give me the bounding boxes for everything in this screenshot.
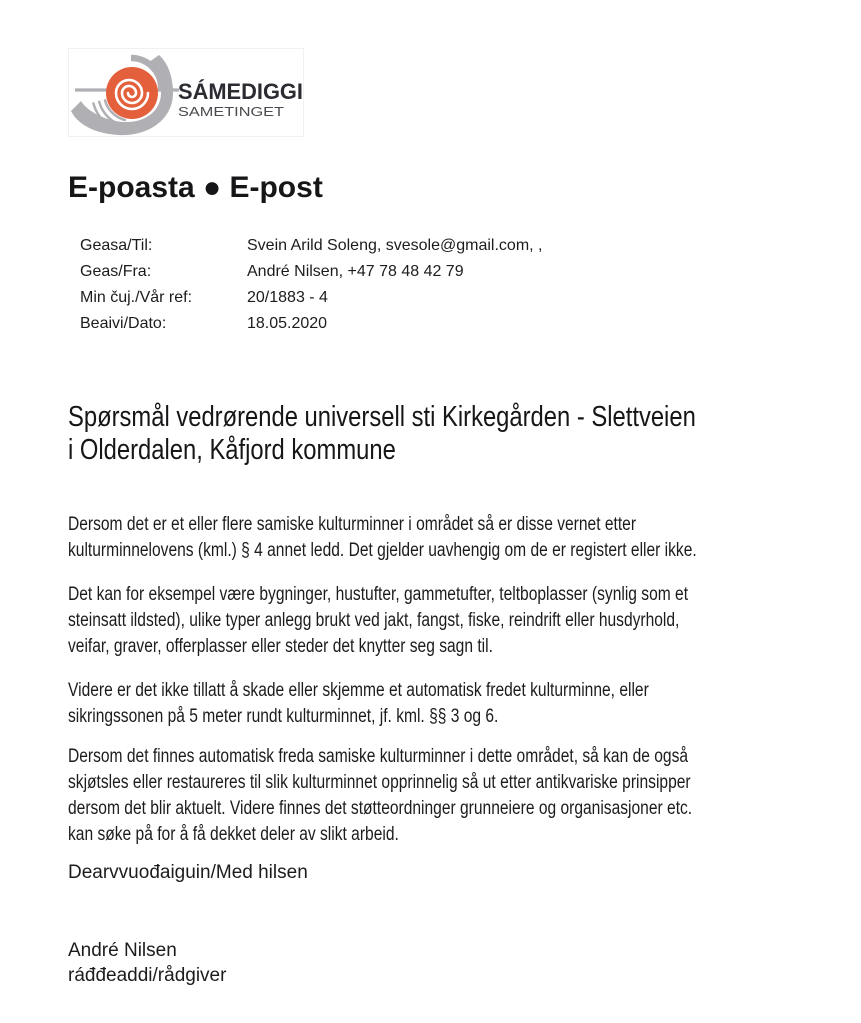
meta-value-date: 18.05.2020: [247, 315, 328, 332]
document-heading: E-poasta ● E-post: [68, 171, 323, 204]
closing-salutation: Dearvvuođaiguin/Med hilsen: [68, 862, 308, 883]
body-line: steinsatt ildsted), ulike typer anlegg brukt ved jakt, fangst, fiske, reindrift eller husdyrhold,: [68, 610, 680, 631]
body-line: Videre er det ikke tillatt å skade eller skjemme et automatisk fredet kulturminne, eller: [68, 680, 649, 701]
body-line: veifar, graver, offerplasser eller steder det knytter seg sagn til.: [68, 636, 493, 657]
logo-subtitle: SAMETINGET: [178, 104, 285, 119]
subject-title: [68, 401, 834, 467]
meta-label-to: Geasa/Til:: [80, 237, 153, 254]
body-line: Dersom det er et eller flere samiske kulturminner i området så er disse vernet etter: [68, 514, 637, 535]
meta-label-ref: Min čuj./Vår ref:: [80, 289, 193, 306]
sun-circle: [106, 67, 158, 119]
signature-name: André Nilsen: [68, 940, 177, 961]
signature-role: ráđđeaddi/rådgiver: [68, 965, 227, 986]
meta-row-to: [80, 233, 542, 259]
body-line: kan søke på for å få dekket deler av slikt arbeid.: [68, 824, 399, 845]
meta-label-date: Beaivi/Dato:: [80, 315, 167, 332]
meta-row-date: [80, 311, 542, 337]
meta-row-ref: [80, 285, 542, 311]
samediggi-logo: [68, 48, 304, 137]
body-line: Dersom det finnes automatisk freda samiske kulturminner i dette området, så kan de også: [68, 746, 689, 767]
meta-value-from: André Nilsen, +47 78 48 42 79: [247, 263, 464, 280]
meta-value-ref: 20/1883 - 4: [247, 289, 328, 306]
body-paragraph-4: [68, 744, 829, 848]
body-line: Det kan for eksempel være bygninger, hustufter, gammetufter, teltboplasser (synlig som et: [68, 584, 689, 605]
body-line: sikringssonen på 5 meter rundt kulturminnet, jf. kml. §§ 3 og 6.: [68, 706, 499, 727]
subject-line: Spørsmål vedrørende universell sti Kirkegården - Slettveien: [68, 401, 696, 433]
meta-label-from: Geas/Fra:: [80, 263, 152, 280]
meta-value-to: Svein Arild Soleng, svesole@gmail.com, ,: [247, 237, 543, 254]
meta-fields: [80, 233, 542, 337]
signature-block: [68, 938, 226, 988]
subject-line: i Olderdalen, Kåfjord kommune: [68, 434, 396, 466]
body-line: kulturminnelovens (kml.) § 4 annet ledd. Det gjelder uavhengig om de er registert eller ikke.: [68, 540, 697, 561]
body-line: dersom det blir aktuelt. Videre finnes det støtteordninger grunneiere og organisasjoner etc.: [68, 798, 693, 819]
body-paragraph-3: [68, 678, 776, 730]
meta-row-from: [80, 259, 542, 285]
logo-title: SÁMEDIGGI: [178, 79, 303, 104]
sami-drum-logo-icon: [69, 49, 303, 136]
body-paragraph-1: [68, 512, 835, 564]
body-paragraph-2: [68, 582, 824, 660]
body-line: skjøtsles eller restaureres til slik kulturminnet opprinnelig så ut etter antikvariske prinsipper: [68, 772, 691, 793]
